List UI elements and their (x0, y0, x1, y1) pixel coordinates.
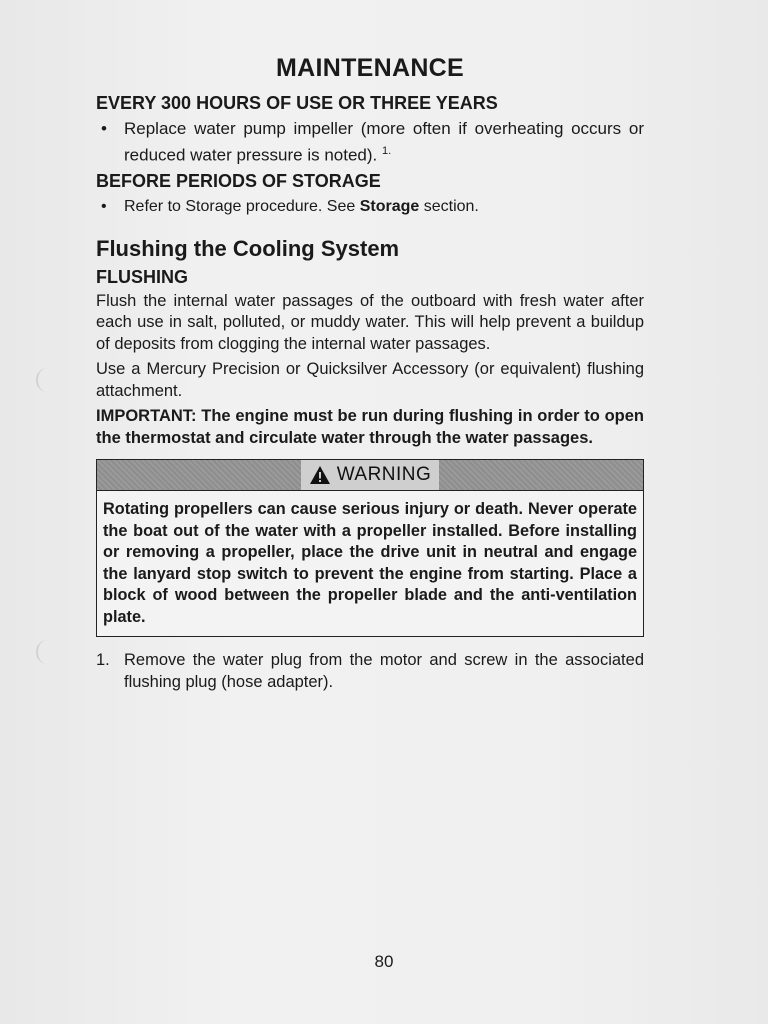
warning-box (96, 459, 644, 637)
bullet-icon: • (101, 197, 107, 215)
warning-label: WARNING (336, 464, 432, 486)
footnote-marker: 1. (381, 145, 392, 157)
warning-text: Rotating propellers can cause serious injury or death. Never operate the boat out of the water with a propeller installed. Before installing or removing a propeller, place the drive unit in neutral and engage the lanyard stop switch to prevent the engine from starting. Place a block of wood between the propeller blade and the anti-ventilation plate. (103, 500, 637, 626)
list-item (96, 649, 644, 693)
impeller-item-text: Replace water pump impeller (more often if overheating occurs or reduced water pressure is noted). (124, 119, 644, 165)
flushing-paragraph: Flush the internal water passages of the outboard with fresh water after each use in salt, polluted, or muddy water. This will help prevent a buildup of deposits from clogging the internal water passages. (96, 291, 644, 353)
important-note: IMPORTANT: The engine must be run during flushing in order to open the thermostat and circulate water through the water passages. (96, 407, 644, 447)
warning-triangle-icon (309, 465, 331, 485)
step-number: 1. (96, 651, 110, 670)
list-item (96, 195, 644, 218)
binder-hole-mark (36, 640, 58, 664)
storage-item-suffix: section. (419, 197, 479, 215)
storage-heading: BEFORE PERIODS OF STORAGE (96, 170, 381, 191)
every-300-hours-heading: EVERY 300 HOURS OF USE OR THREE YEARS (96, 93, 498, 113)
section-heading: Flushing the Cooling System (96, 235, 400, 261)
storage-section-reference: Storage (359, 197, 420, 215)
page-content (96, 54, 644, 693)
storage-item-text: Refer to Storage procedure. See (124, 197, 360, 215)
bullet-icon: • (101, 119, 107, 138)
page-title: MAINTENANCE (275, 54, 465, 82)
flushing-attachment-paragraph: Use a Mercury Precision or Quicksilver Accessory (or equivalent) flushing attachment. (96, 360, 644, 400)
binder-hole-mark (36, 368, 58, 392)
warning-header (97, 460, 643, 491)
flushing-subheading: FLUSHING (96, 266, 188, 287)
page-number: 80 (374, 952, 394, 971)
list-item (96, 117, 644, 167)
step-text: Remove the water plug from the motor and screw in the associated flushing plug (hose adapter). (124, 651, 644, 692)
